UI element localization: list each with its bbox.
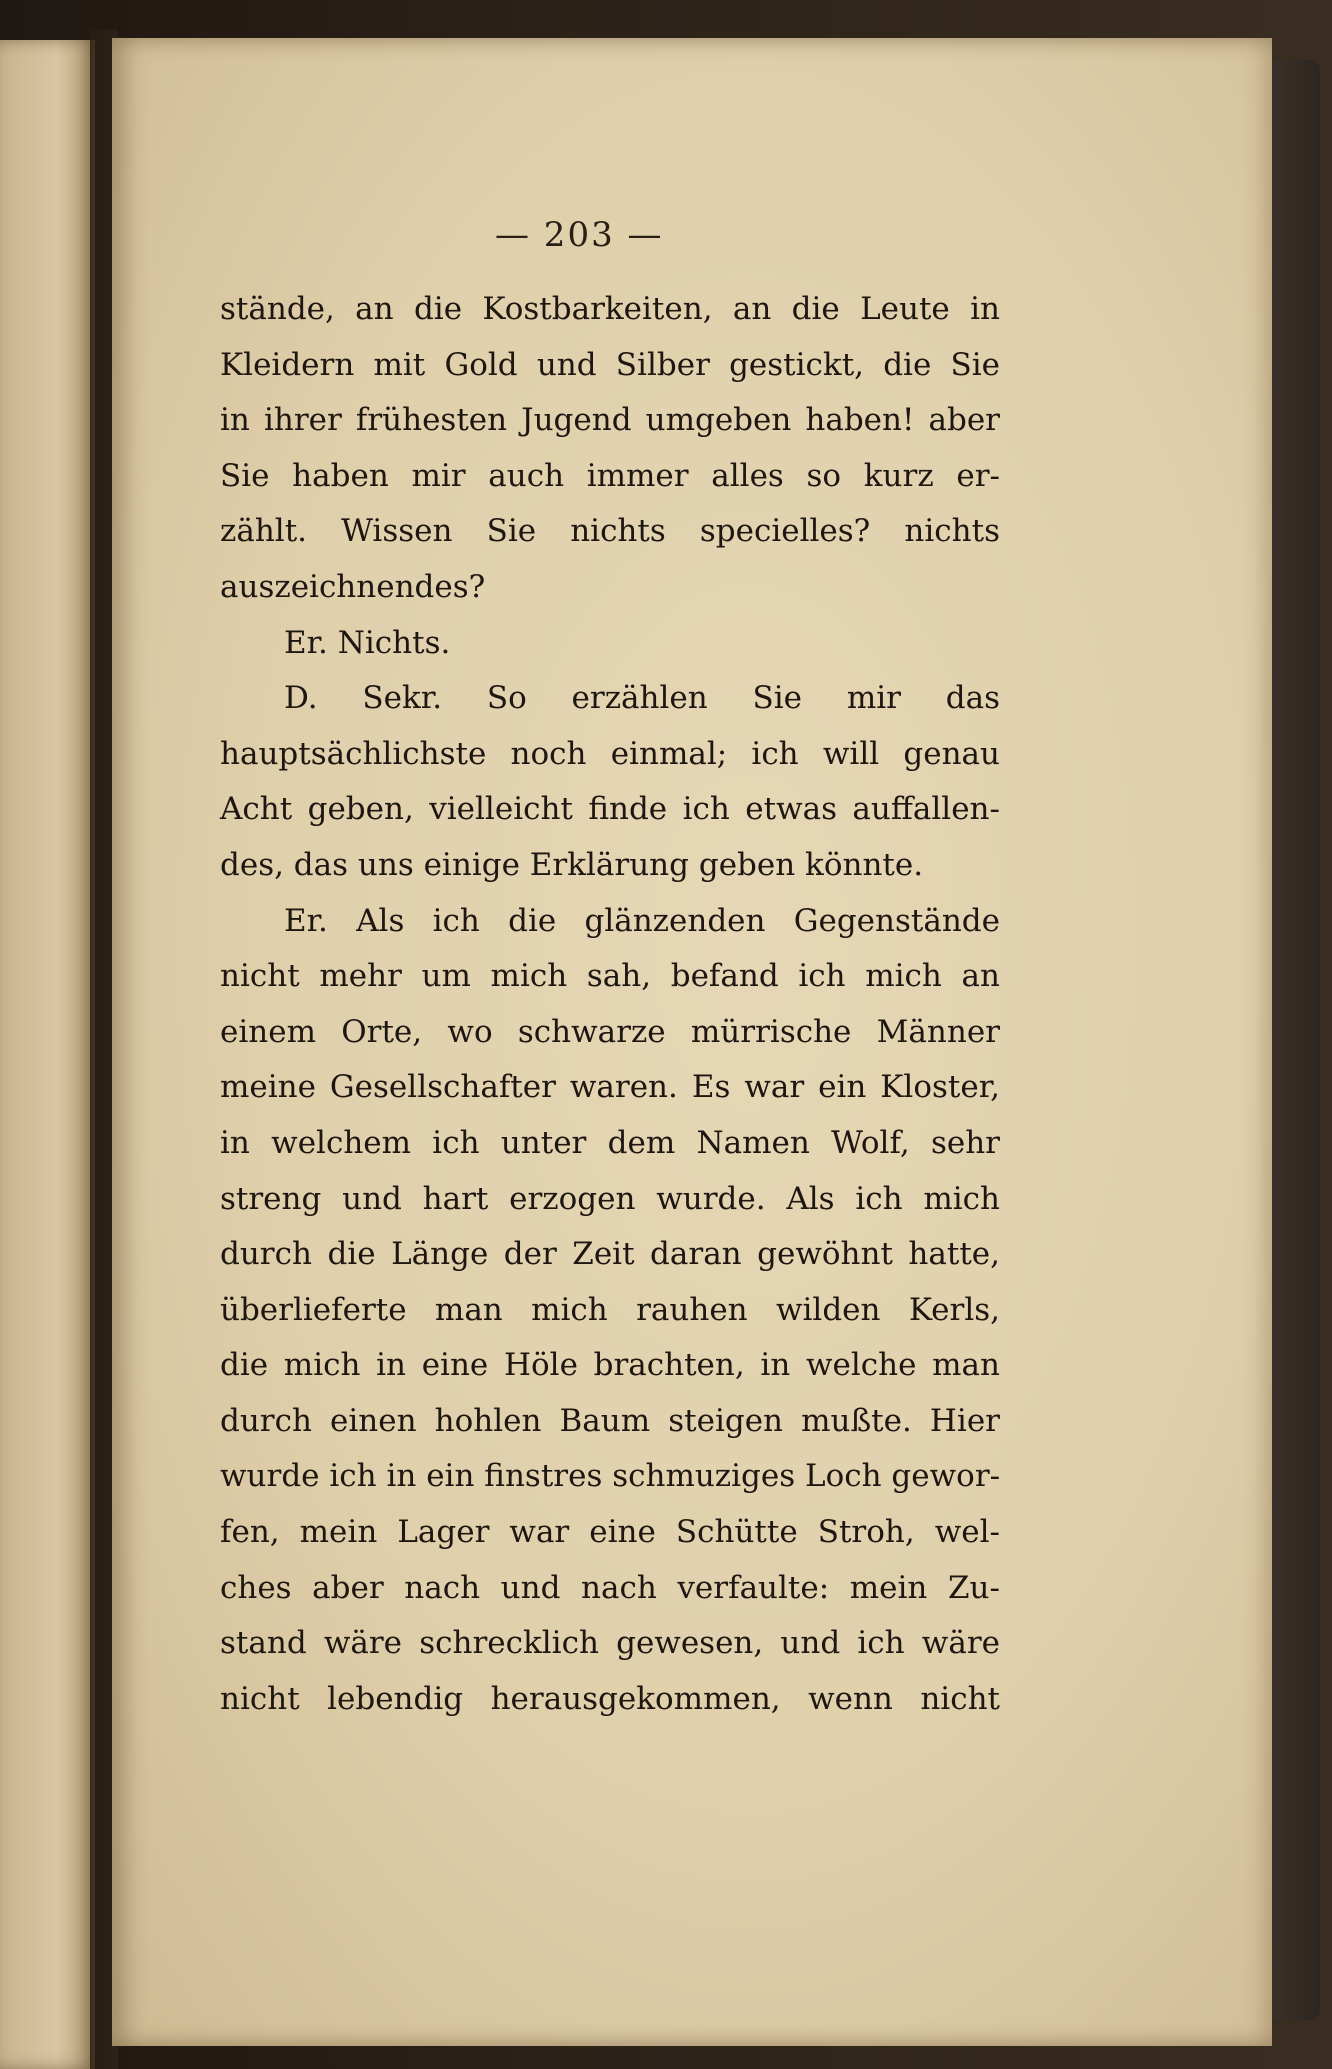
text-line: durch die Länge der Zeit daran gewöhnt hatte, bbox=[220, 1236, 1000, 1273]
speaker-line: D. Sekr. So erzählen Sie mir das bbox=[284, 680, 1000, 717]
page-number: — 203 — bbox=[495, 215, 664, 255]
text-line: ches aber nach und nach verfaulte: mein Zu‑ bbox=[220, 1569, 1000, 1606]
text-line: stände, an die Kostbarkeiten, an die Leute in bbox=[220, 291, 1000, 327]
speaker-line: Er. Nichts. bbox=[284, 624, 451, 661]
body-text bbox=[220, 282, 1000, 1727]
text-line: des, das uns einige Erklärung geben könnte. bbox=[220, 846, 924, 883]
text-line: Acht geben, vielleicht finde ich etwas auffallen‑ bbox=[220, 791, 1000, 828]
text-line: überlieferte man mich rauhen wilden Kerls, bbox=[220, 1291, 1000, 1328]
text-line: streng und hart erzogen wurde. Als ich mich bbox=[220, 1180, 1000, 1217]
speaker-line: Er. Als ich die glänzenden Gegenstände bbox=[284, 902, 1000, 939]
text-line: zählt. Wissen Sie nichts specielles? nichts bbox=[220, 513, 1000, 550]
text-line: stand wäre schrecklich gewesen, und ich wäre bbox=[220, 1625, 1000, 1662]
text-line: wurde ich in ein finstres schmuziges Loch gewor‑ bbox=[220, 1458, 1001, 1495]
text-line: meine Gesellschafter waren. Es war ein Kloster, bbox=[220, 1069, 1000, 1106]
text-line: Kleidern mit Gold und Silber gestickt, die Sie bbox=[220, 346, 1000, 383]
text-line: nicht mehr um mich sah, befand ich mich an bbox=[220, 958, 1000, 995]
text-line: Sie haben mir auch immer alles so kurz er‑ bbox=[220, 457, 1000, 494]
text-line: fen, mein Lager war eine Schütte Stroh, wel‑ bbox=[220, 1514, 1000, 1551]
text-line: hauptsächlichste noch einmal; ich will genau bbox=[220, 735, 1000, 772]
text-line: in ihrer frühesten Jugend umgeben haben! aber bbox=[220, 402, 1000, 439]
text-line: durch einen hohlen Baum steigen mußte. Hier bbox=[220, 1402, 1000, 1439]
left-page-edge bbox=[0, 40, 95, 2069]
text-line: nicht lebendig herausgekommen, wenn nicht bbox=[220, 1680, 1000, 1717]
text-line: die mich in eine Höle brachten, in welche man bbox=[220, 1347, 1000, 1384]
text-line: einem Orte, wo schwarze mürrische Männer bbox=[220, 1013, 1000, 1050]
text-line: in welchem ich unter dem Namen Wolf, sehr bbox=[220, 1124, 1000, 1161]
text-line: auszeichnendes? bbox=[220, 568, 486, 605]
